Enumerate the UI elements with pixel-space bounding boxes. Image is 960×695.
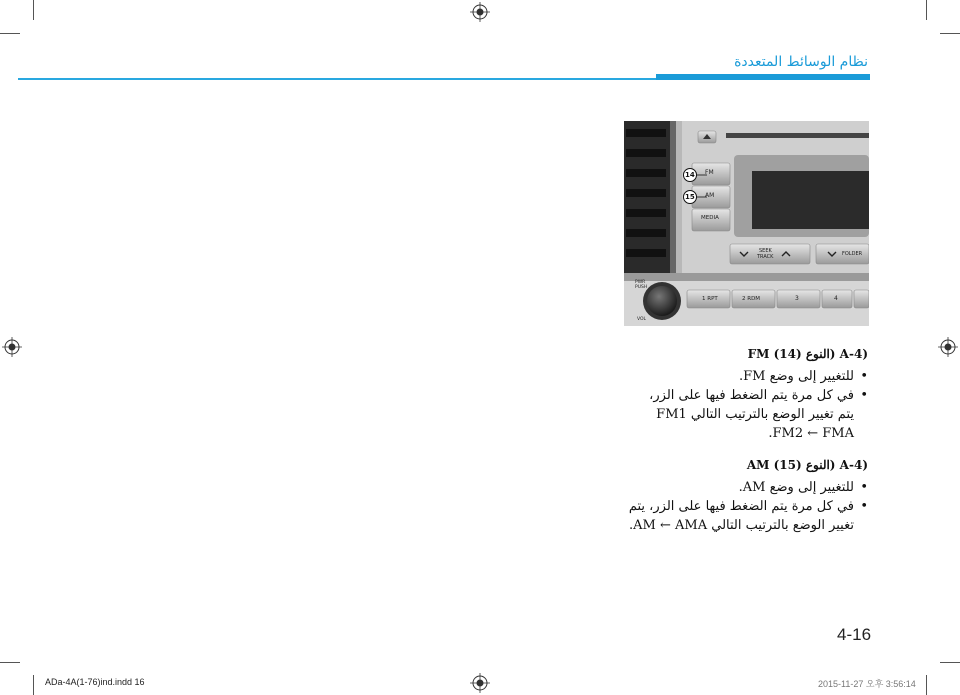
preset-3-label: 3 [795,295,799,302]
instruction-list [538,478,868,535]
registration-mark-icon [2,337,22,357]
list-item: يتم تغيير الوضع بالترتيب التالي FM1 [656,407,854,422]
list-item: • في كل مرة يتم الضغط فيها على الزر، يتم [538,497,854,516]
crop-mark [926,675,927,695]
track-label: TRACK [757,254,774,260]
section-heading: (A-4 (النوع FM (14) [747,347,868,361]
page-number: 4-16 [837,625,872,644]
crop-mark [940,662,960,663]
registration-mark-icon [470,673,490,693]
am-section [538,456,868,535]
seek-label: SEEK [759,248,772,254]
media-button-label: MEDIA [701,215,719,221]
registration-mark-icon [938,337,958,357]
am-button-label: AM [705,192,715,199]
crop-mark [926,0,927,20]
list-item: • للتغيير إلى وضع FM. [538,367,854,386]
list-item: • في كل مرة يتم الضغط فيها على الزر، [538,386,854,405]
push-label: PUSH [635,285,648,290]
list-item: تغيير الوضع بالترتيب التالي AM ← AMA. [629,518,854,533]
preset-2-label: 2 RDM [742,296,761,302]
crop-mark [33,675,34,695]
registration-mark-icon [470,2,490,22]
crop-mark [33,0,34,20]
list-item: • للتغيير إلى وضع AM. [538,478,854,497]
crop-mark [0,33,20,34]
fm-section [538,345,868,443]
footer-timestamp: 2015-11-27 오후 3:56:14 [818,679,916,689]
header-accent-bar [656,74,870,80]
callout-15: 15 [685,193,695,201]
list-item: FM2 ← FMA. [768,426,854,441]
fm-button-label: FM [705,169,714,176]
crop-mark [0,662,20,663]
callout-14: 14 [685,171,695,179]
page-header-title: نظام الوسائط المتعددة [734,54,868,70]
pwr-label: PWR [635,280,646,285]
vol-label: VOL [637,317,647,322]
folder-label: FOLDER [842,251,863,257]
crop-mark [940,33,960,34]
footer-file-name: ADa-4A(1-76)ind.indd 16 [45,677,145,687]
radio-panel-illustration [624,121,869,326]
preset-1-label: 1 RPT [702,296,718,302]
preset-4-label: 4 [834,295,838,302]
section-heading: (A-4 (النوع AM (15) [746,458,868,472]
instruction-list [538,367,868,443]
